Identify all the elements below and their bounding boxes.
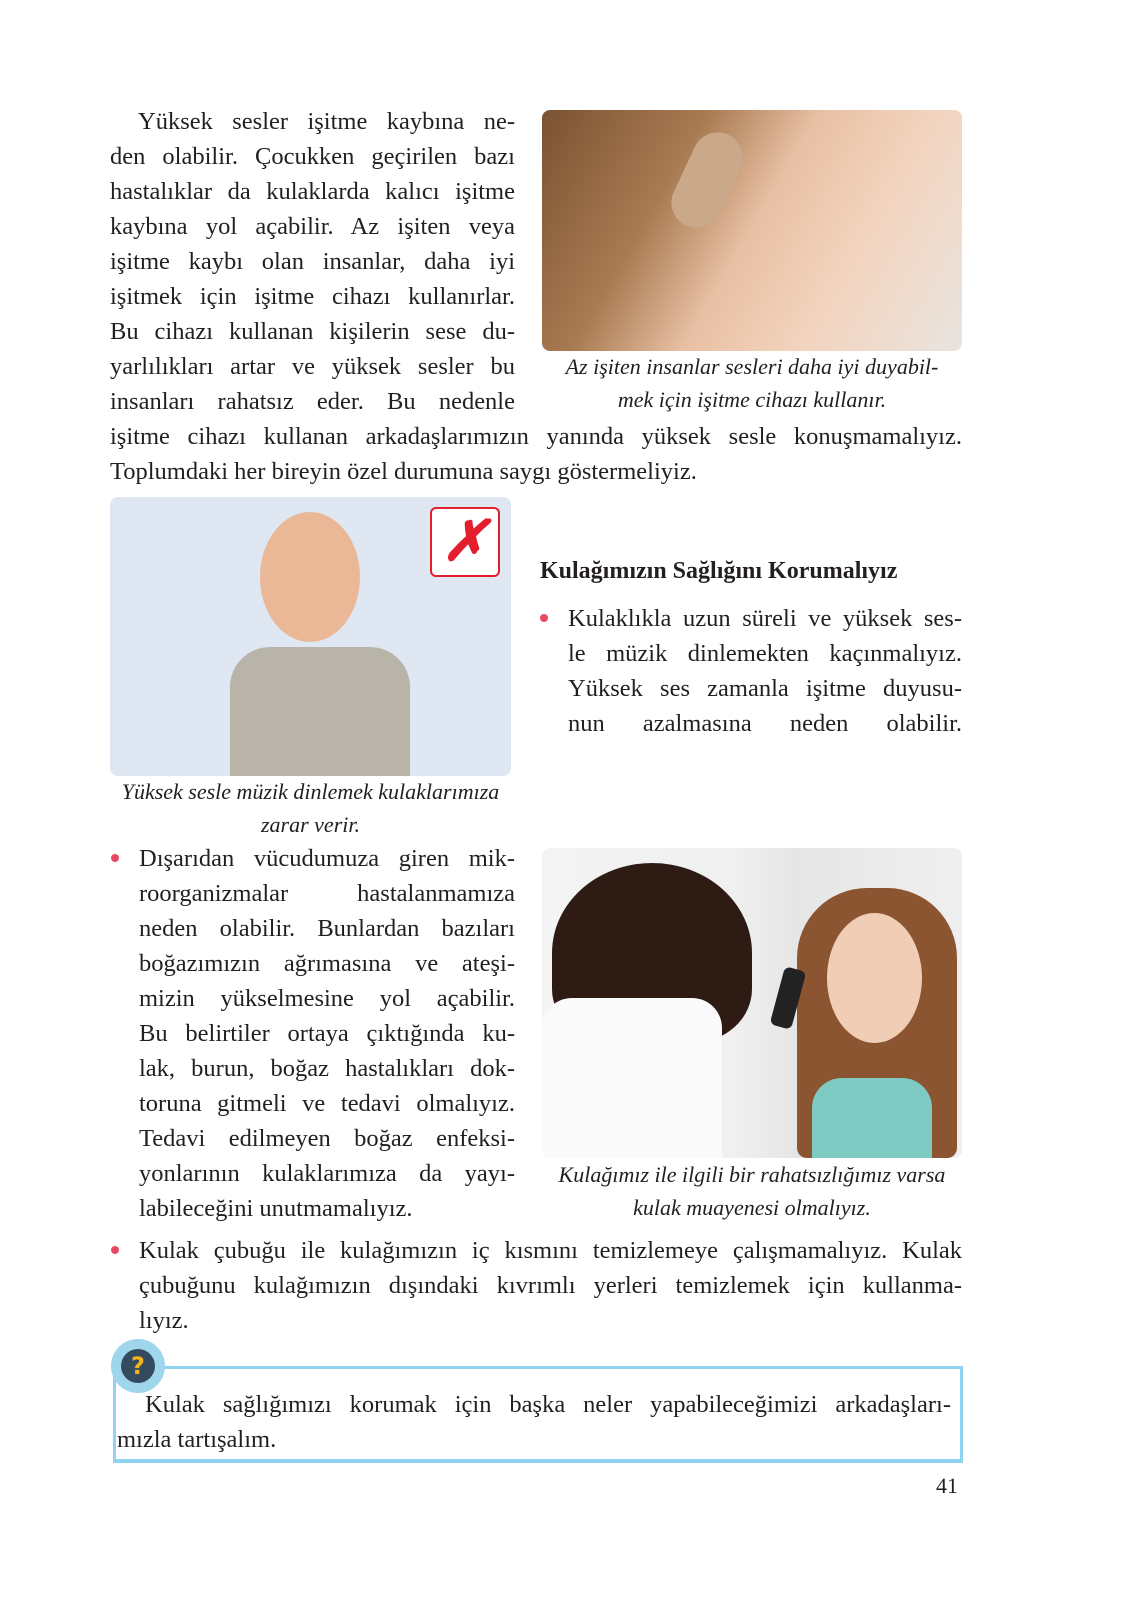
- text-line: Kulağımız ile ilgili bir rahatsızlığımız varsa: [558, 1162, 946, 1187]
- text-line: le müzik dinlemekten kaçınmalıyız.: [568, 640, 962, 667]
- text-line: yarlılıkları artar ve yüksek sesler bu: [110, 353, 515, 380]
- page-number: 41: [936, 1473, 958, 1498]
- text-line: den olabilir. Çocukken geçirilen bazı: [110, 143, 515, 170]
- boy-shirt: [230, 647, 410, 776]
- bullet-icon: [111, 1246, 119, 1254]
- text-line: lıyız.: [139, 1307, 189, 1334]
- text-line: işitme cihazı kullanan arkadaşlarımızın yanında yüksek sesle konuşmamalıyız.: [110, 423, 962, 450]
- text-line: Dışarıdan vücudumuza giren mik-: [139, 845, 515, 872]
- text-line: işitmek için işitme cihazı kullanırlar.: [110, 283, 515, 310]
- text-line: Toplumdaki her bireyin özel durumuna saygı göstermeliyiz.: [110, 458, 697, 485]
- bullet-icon: [540, 614, 548, 622]
- text-line: kaybına yol açabilir. Az işiten veya: [110, 213, 515, 240]
- ear-exam-caption: [542, 1158, 962, 1224]
- girl-face: [827, 913, 922, 1043]
- text-line: Kulak çubuğu ile kulağımızın iç kısmını temizlemeye çalışmamalıyız. Kulak: [139, 1237, 962, 1264]
- text-line: Kulak sağlığımızı korumak için başka neler yapabileceğimizi arkadaşları-: [145, 1391, 951, 1418]
- text-line: toruna gitmeli ve tedavi olmalıyız.: [139, 1090, 515, 1117]
- girl-shirt: [812, 1078, 932, 1158]
- bullet-text-headphones: [568, 601, 962, 741]
- bullet-icon: [111, 854, 119, 862]
- bullet-text-ear-stick: [139, 1233, 962, 1338]
- text-line: roorganizmalar hastalanmamıza: [139, 880, 515, 907]
- text-line: mizin yükselmesine yol açabilir.: [139, 985, 515, 1012]
- text-line: Yüksek sesler işitme kaybına ne-: [138, 108, 515, 135]
- intro-paragraph-left: [110, 104, 515, 419]
- text-line: Bu cihazı kullanan kişilerin sese du-: [110, 318, 515, 345]
- loud-music-photo: [110, 497, 511, 776]
- text-line: zarar verir.: [260, 812, 360, 837]
- discussion-text: [117, 1387, 951, 1457]
- question-mark-icon: ?: [121, 1349, 155, 1383]
- question-icon: [111, 1339, 165, 1393]
- text-line: Yüksek ses zamanla işitme duyusu-: [568, 675, 962, 702]
- text-line: mızla tartışalım.: [117, 1426, 277, 1453]
- text-line: işitme kaybı olan insanlar, daha iyi: [110, 248, 515, 275]
- text-line: hastalıklar da kulaklarda kalıcı işitme: [110, 178, 515, 205]
- text-line: insanları rahatsız eder. Bu nedenle: [110, 388, 515, 415]
- doctor-coat: [542, 998, 722, 1158]
- text-line: Tedavi edilmeyen boğaz enfeksi-: [139, 1125, 515, 1152]
- text-line: neden olabilir. Bunlardan bazıları: [139, 915, 515, 942]
- text-line: kulak muayenesi olmalıyız.: [633, 1195, 871, 1220]
- wrong-mark-icon: ✗: [430, 507, 500, 577]
- intro-paragraph-full: [110, 419, 962, 489]
- bullet-text-microorganisms: [139, 841, 515, 1226]
- boy-face: [260, 512, 360, 642]
- text-line: Az işiten insanlar sesleri daha iyi duyabil-: [565, 354, 939, 379]
- text-line: yonlarının kulaklarımıza da yayı-: [139, 1160, 515, 1187]
- text-line: Kulaklıkla uzun süreli ve yüksek ses-: [568, 605, 962, 632]
- hearing-aid-device: [663, 124, 751, 236]
- hearing-aid-caption: [542, 350, 962, 416]
- hearing-aid-photo: [542, 110, 962, 351]
- text-line: lak, burun, boğaz hastalıkları dok-: [139, 1055, 515, 1082]
- text-line: çubuğunu kulağımızın dışındaki kıvrımlı yerleri temizlemek için kullanma-: [139, 1272, 962, 1299]
- loud-music-caption: [110, 775, 511, 841]
- text-line: Bu belirtiler ortaya çıktığında ku-: [139, 1020, 515, 1047]
- text-line: boğazımızın ağrımasına ve ateşi-: [139, 950, 515, 977]
- ear-exam-photo: [542, 848, 962, 1158]
- text-line: mek için işitme cihazı kullanır.: [617, 387, 887, 412]
- text-line: labileceğini unutmamalıyız.: [139, 1195, 413, 1222]
- section-title: Kulağımızın Sağlığını Korumalıyız: [540, 558, 898, 584]
- text-line: Yüksek sesle müzik dinlemek kulaklarımıza: [121, 779, 500, 804]
- text-line: nun azalmasına neden olabilir.: [568, 710, 962, 737]
